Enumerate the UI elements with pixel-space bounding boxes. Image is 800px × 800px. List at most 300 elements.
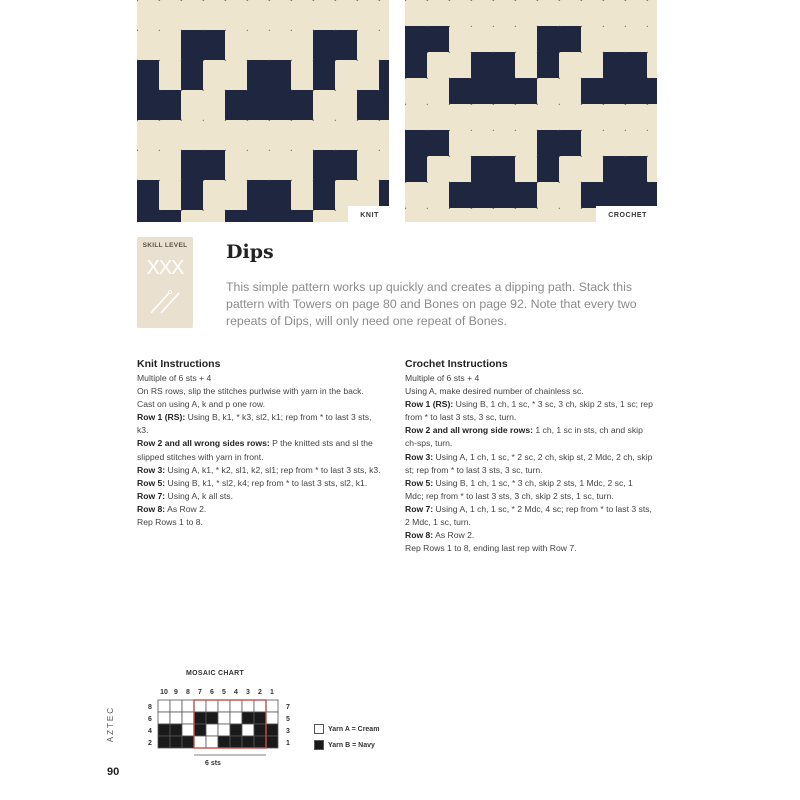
chart-row-number: 6 [148, 716, 152, 723]
swatch-stitch [449, 78, 472, 105]
chart-column-number: 10 [160, 689, 168, 696]
swatch-stitch [647, 52, 657, 79]
legend-yarn-a [314, 724, 379, 734]
mosaic-chart [130, 684, 305, 756]
swatch-stitch [581, 156, 604, 183]
swatch-stitch [625, 78, 648, 105]
swatch-stitch [647, 0, 657, 27]
swatch-stitch [603, 104, 626, 131]
chart-cell [206, 724, 218, 736]
swatch-stitch [137, 120, 160, 151]
swatch-stitch [493, 0, 516, 27]
swatch-stitch [291, 180, 314, 211]
knit-instruction-line [137, 516, 385, 529]
swatch-stitch [493, 130, 516, 157]
knit-row-text: As Row 2. [165, 503, 207, 514]
chart-column-number: 1 [270, 689, 274, 696]
swatch-stitch [581, 182, 604, 209]
knit-row-label: Row 8: [137, 503, 166, 514]
swatch-stitch [357, 30, 380, 61]
chart-cell [218, 724, 230, 736]
swatch-stitch [537, 104, 560, 131]
legend-yarn-b [314, 740, 375, 750]
swatch-stitch [405, 78, 428, 105]
chart-cell [206, 700, 218, 712]
swatch-stitch [537, 182, 560, 209]
legend-swatch-navy [314, 740, 324, 750]
skill-level-marks: XXX [146, 257, 184, 279]
knit-instruction-line [137, 437, 385, 463]
chart-cell [170, 724, 182, 736]
legend-label-a: Yarn A = Cream [328, 725, 380, 733]
swatch-stitch [603, 0, 626, 27]
swatch-stitch [559, 182, 582, 209]
swatch-stitch [269, 210, 292, 222]
swatch-stitch [625, 0, 648, 27]
swatch-stitch [181, 150, 204, 181]
swatch-stitch [603, 130, 626, 157]
swatch-stitch [603, 182, 626, 209]
swatch-stitch [537, 156, 560, 183]
swatch-stitch [515, 130, 538, 157]
swatch-stitch [559, 52, 582, 79]
chart-cell [242, 736, 254, 748]
swatch-stitch [405, 182, 428, 209]
swatch-stitch [515, 104, 538, 131]
swatch-stitch [247, 150, 270, 181]
knit-row-label: Row 7: [137, 490, 166, 501]
knit-instruction-line [137, 411, 385, 437]
swatch-stitch [379, 90, 389, 121]
swatch-stitch [225, 0, 248, 31]
knit-row-label: Row 1 (RS): [137, 412, 186, 423]
swatch-stitch [647, 182, 657, 209]
knit-row-text: Multiple of 6 sts + 4 [137, 373, 212, 383]
swatch-stitch [291, 60, 314, 91]
crochet-row-text: Using B, 1 ch, 1 sc, * 3 ch, skip 2 sts, 1 Mdc, 2 sc, 1 Mdc; rep from * to last 3 sts, 3 ch, skip 2 sts, 1 sc, turn. [405, 477, 633, 501]
knit-pattern-image [137, 0, 389, 222]
chart-cell [206, 712, 218, 724]
swatch-stitch [559, 130, 582, 157]
chart-cell [242, 712, 254, 724]
swatch-stitch [313, 0, 336, 31]
crochet-instructions [405, 357, 653, 555]
chart-cell [242, 724, 254, 736]
swatch-stitch [357, 0, 380, 31]
chart-cell [170, 736, 182, 748]
swatch-stitch [405, 104, 428, 131]
swatch-stitch [625, 156, 648, 183]
swatch-stitch [427, 52, 450, 79]
swatch-stitch [449, 0, 472, 27]
swatch-stitch [471, 52, 494, 79]
swatch-stitch [581, 130, 604, 157]
crochet-row-text: Using A, make desired number of chainless sc. [405, 386, 584, 397]
crochet-instruction-line [405, 372, 653, 385]
swatch-stitch [291, 90, 314, 121]
swatch-stitch [449, 26, 472, 53]
swatch-stitch [137, 60, 160, 91]
swatch-stitch [537, 130, 560, 157]
swatch-stitch [379, 30, 389, 61]
chart-cell [254, 724, 266, 736]
swatch-stitch [247, 180, 270, 211]
swatch-stitch [625, 130, 648, 157]
swatch-stitch [537, 52, 560, 79]
swatch-stitch [225, 180, 248, 211]
chart-row-number: 7 [286, 704, 290, 711]
chart-cell [194, 736, 206, 748]
swatch-stitch [335, 90, 358, 121]
swatch-stitch [357, 150, 380, 181]
swatch-stitch [159, 120, 182, 151]
swatch-stitch [493, 156, 516, 183]
swatch-stitch [625, 26, 648, 53]
swatch-stitch [247, 90, 270, 121]
swatch-stitch [379, 0, 389, 31]
swatch-stitch [427, 104, 450, 131]
page-number: 90 [107, 766, 120, 778]
swatch-stitch [335, 0, 358, 31]
swatch-stitch [159, 210, 182, 222]
swatch-stitch [159, 90, 182, 121]
swatch-stitch [137, 0, 160, 31]
crochet-row-label: Row 8: [405, 530, 434, 541]
swatch-stitch [137, 90, 160, 121]
chart-cell [266, 724, 278, 736]
swatch-stitch [313, 150, 336, 181]
swatch-stitch [647, 130, 657, 157]
swatch-stitch [625, 52, 648, 79]
swatch-stitch [313, 120, 336, 151]
crochet-instruction-line [405, 385, 653, 398]
crochet-instruction-line [405, 424, 653, 450]
swatch-stitch [537, 78, 560, 105]
swatch-stitch [203, 210, 226, 222]
swatch-stitch [269, 60, 292, 91]
crochet-instruction-line [405, 398, 653, 424]
chart-cell [206, 736, 218, 748]
crochet-row-text: Using A, 1 ch, 1 sc, * 2 Mdc, 4 sc; rep from * to last 3 sts, 2 Mdc, 1 sc, turn. [405, 503, 652, 528]
swatch-stitch [203, 0, 226, 31]
knit-instruction-line [137, 372, 385, 385]
swatch-stitch [559, 0, 582, 27]
swatch-stitch [291, 150, 314, 181]
swatch-stitch [493, 78, 516, 105]
swatch-stitch [427, 26, 450, 53]
swatch-stitch [159, 30, 182, 61]
swatch-stitch [137, 180, 160, 211]
swatch-stitch [515, 0, 538, 27]
pattern-intro: This simple pattern works up quickly and creates a dipping path. Stack this pattern with Towers on page 80 and Bones on page 92. Note that every two repeats of Dips, will only need one repeat of Bones. [226, 280, 637, 328]
swatch-stitch [647, 26, 657, 53]
swatch-stitch [247, 0, 270, 31]
swatch-stitch [159, 60, 182, 91]
crochet-label: CROCHET [596, 206, 657, 222]
crochet-instruction-line [405, 477, 653, 503]
chart-cell [218, 700, 230, 712]
legend-label-b: Yarn B = Navy [328, 741, 375, 749]
swatch-stitch [247, 30, 270, 61]
chart-row-number: 8 [148, 704, 152, 711]
swatch-stitch [203, 30, 226, 61]
swatch-stitch [559, 156, 582, 183]
chart-column-number: 3 [246, 689, 250, 696]
chart-column-number: 5 [222, 689, 226, 696]
swatch-stitch [405, 130, 428, 157]
swatch-stitch [203, 120, 226, 151]
swatch-stitch [537, 0, 560, 27]
chart-cell [158, 712, 170, 724]
chart-row-number: 5 [286, 716, 290, 723]
swatch-stitch [537, 208, 560, 222]
swatch-stitch [515, 208, 538, 222]
swatch-stitch [515, 52, 538, 79]
chart-column-number: 9 [174, 689, 178, 696]
crochet-instruction-line [405, 503, 653, 529]
chart-cell [194, 712, 206, 724]
crochet-row-text: Rep Rows 1 to 8, ending last rep with Row 7. [405, 543, 577, 554]
knit-instruction-line [137, 477, 385, 490]
crochet-instruction-list [405, 372, 653, 555]
section-name: AZTEC [106, 706, 115, 743]
chart-cell [218, 736, 230, 748]
swatch-stitch [159, 0, 182, 31]
swatch-stitch [291, 120, 314, 151]
swatch-stitch [581, 26, 604, 53]
chart-cell [158, 700, 170, 712]
swatch-stitch [313, 60, 336, 91]
swatch-stitch [357, 60, 380, 91]
swatch-stitch [313, 180, 336, 211]
swatch-stitch [181, 180, 204, 211]
chart-column-number: 4 [234, 689, 238, 696]
swatch-stitch [427, 78, 450, 105]
swatch-stitch [225, 60, 248, 91]
crochet-row-label: Row 2 and all wrong side rows: [405, 425, 533, 436]
chart-cell [170, 712, 182, 724]
chart-column-number: 7 [198, 689, 202, 696]
swatch-stitch [449, 208, 472, 222]
chart-cell [182, 724, 194, 736]
swatch-stitch [647, 104, 657, 131]
swatch-stitch [335, 150, 358, 181]
crochet-instruction-line [405, 529, 653, 542]
knit-instruction-line [137, 464, 385, 477]
swatch-stitch [405, 156, 428, 183]
skill-level-badge [137, 237, 193, 328]
swatch-stitch [269, 0, 292, 31]
swatch-stitch [493, 26, 516, 53]
legend-swatch-cream [314, 724, 324, 734]
swatch-stitch [471, 104, 494, 131]
swatch-stitch [493, 52, 516, 79]
swatch-stitch [449, 52, 472, 79]
swatch-stitch [449, 130, 472, 157]
chart-row-number: 2 [148, 740, 152, 747]
swatch-stitch [493, 182, 516, 209]
swatch-stitch [449, 156, 472, 183]
knit-instructions-heading: Knit Instructions [137, 358, 221, 370]
chart-cell [194, 700, 206, 712]
swatch-stitch [559, 208, 582, 222]
swatch-stitch [203, 180, 226, 211]
chart-cell [254, 700, 266, 712]
knit-row-text: Using A, k1, * k2, sl1, k2, sl1; rep from * to last 3 sts, k3. [165, 464, 381, 475]
knit-instruction-list [137, 372, 385, 529]
swatch-stitch [203, 150, 226, 181]
chart-cell [194, 724, 206, 736]
swatch-stitch [225, 210, 248, 222]
chart-cell [158, 736, 170, 748]
swatch-stitch [181, 90, 204, 121]
knit-row-text: Using B, k1, * sl2, k4; rep from * to last 3 sts, sl2, k1. [165, 477, 368, 488]
swatch-stitch [581, 78, 604, 105]
swatch-stitch [515, 26, 538, 53]
swatch-stitch [379, 120, 389, 151]
swatch-stitch [471, 156, 494, 183]
chart-cell [170, 700, 182, 712]
swatch-stitch [335, 60, 358, 91]
swatch-stitch [269, 90, 292, 121]
chart-cell [158, 724, 170, 736]
swatch-stitch [181, 120, 204, 151]
swatch-stitch [471, 78, 494, 105]
knit-instructions [137, 357, 385, 529]
chart-cell [266, 712, 278, 724]
swatch-stitch [313, 210, 336, 222]
knit-row-text: Cast on using A, k and p one row. [137, 399, 266, 410]
swatch-stitch [603, 156, 626, 183]
swatch-stitch [137, 210, 160, 222]
swatch-stitch [603, 26, 626, 53]
swatch-stitch [581, 104, 604, 131]
knit-swatch-photo [137, 0, 389, 222]
swatch-stitch [427, 156, 450, 183]
swatch-stitch [537, 26, 560, 53]
swatch-stitch [379, 60, 389, 91]
swatch-stitch [449, 104, 472, 131]
chart-cell [218, 712, 230, 724]
swatch-stitch [137, 150, 160, 181]
chart-cell [230, 712, 242, 724]
swatch-stitch [471, 26, 494, 53]
knit-row-text: Using B, k1, * k3, sl2, k1; rep from * to last 3 sts, k3. [137, 412, 372, 436]
swatch-stitch [471, 182, 494, 209]
swatch-stitch [313, 90, 336, 121]
crochet-row-label: Row 7: [405, 503, 434, 514]
chart-row-number: 1 [286, 740, 290, 747]
crochet-instruction-line [405, 542, 653, 555]
chart-cell [182, 700, 194, 712]
knit-row-text: P the knitted sts and sl the slipped stitches with yarn in front. [137, 438, 373, 462]
swatch-stitch [625, 182, 648, 209]
chart-cell [266, 700, 278, 712]
chart-cell [254, 712, 266, 724]
swatch-stitch [291, 30, 314, 61]
chart-column-number: 6 [210, 689, 214, 696]
swatch-stitch [427, 208, 450, 222]
crochet-row-text: 1 ch, 1 sc in sts, ch and skip ch-sps, turn. [405, 425, 643, 449]
swatch-stitch [225, 90, 248, 121]
swatch-stitch [515, 78, 538, 105]
swatch-stitch [427, 130, 450, 157]
swatch-stitch [357, 120, 380, 151]
swatch-stitch [225, 150, 248, 181]
swatch-stitch [181, 30, 204, 61]
crochet-row-text: As Row 2. [433, 530, 475, 541]
swatch-stitch [269, 30, 292, 61]
knit-instruction-line [137, 503, 385, 516]
swatch-stitch [405, 208, 428, 222]
knit-row-text: Using A, k all sts. [165, 490, 233, 501]
swatch-stitch [647, 156, 657, 183]
swatch-stitch [515, 182, 538, 209]
swatch-stitch [493, 104, 516, 131]
swatch-stitch [471, 0, 494, 27]
knit-row-label: Row 3: [137, 464, 166, 475]
swatch-stitch [357, 90, 380, 121]
swatch-stitch [269, 180, 292, 211]
swatch-stitch [159, 180, 182, 211]
swatch-stitch [247, 120, 270, 151]
swatch-stitch [181, 210, 204, 222]
swatch-stitch [291, 0, 314, 31]
crochet-instruction-line [405, 451, 653, 477]
swatch-stitch [247, 210, 270, 222]
crochet-row-label: Row 1 (RS): [405, 399, 454, 410]
knit-instruction-line [137, 398, 385, 411]
swatch-stitch [647, 78, 657, 105]
chart-cell [230, 736, 242, 748]
swatch-stitch [471, 130, 494, 157]
chart-cell [266, 736, 278, 748]
knit-label: KNIT [348, 206, 389, 222]
swatch-stitch [269, 150, 292, 181]
knit-row-text: On RS rows, slip the stitches purlwise with yarn in the back. [137, 386, 364, 397]
mosaic-chart-title: MOSAIC CHART [186, 670, 245, 677]
swatch-stitch [427, 182, 450, 209]
swatch-stitch [559, 26, 582, 53]
swatch-stitch [225, 30, 248, 61]
swatch-stitch [313, 30, 336, 61]
knit-row-text: Rep Rows 1 to 8. [137, 517, 203, 528]
knit-instruction-line [137, 490, 385, 503]
swatch-stitch [203, 60, 226, 91]
chart-cell [254, 736, 266, 748]
crochet-instructions-heading: Crochet Instructions [405, 358, 508, 370]
crochet-row-text: Multiple of 6 sts + 4 [405, 373, 480, 383]
swatch-stitch [181, 0, 204, 31]
swatch-stitch [137, 30, 160, 61]
chart-repeat-caption: 6 sts [205, 760, 221, 767]
swatch-stitch [335, 120, 358, 151]
swatch-stitch [559, 104, 582, 131]
swatch-stitch [159, 150, 182, 181]
pattern-title: Dips [226, 241, 274, 263]
chart-column-number: 2 [258, 689, 262, 696]
chart-column-number: 8 [186, 689, 190, 696]
swatch-stitch [427, 0, 450, 27]
crochet-row-label: Row 5: [405, 477, 434, 488]
chart-row-number: 4 [148, 728, 152, 735]
swatch-stitch [335, 30, 358, 61]
knit-row-label: Row 5: [137, 477, 166, 488]
chart-cell [230, 724, 242, 736]
crochet-hook-icon [149, 289, 183, 315]
swatch-stitch [603, 52, 626, 79]
swatch-stitch [379, 150, 389, 181]
